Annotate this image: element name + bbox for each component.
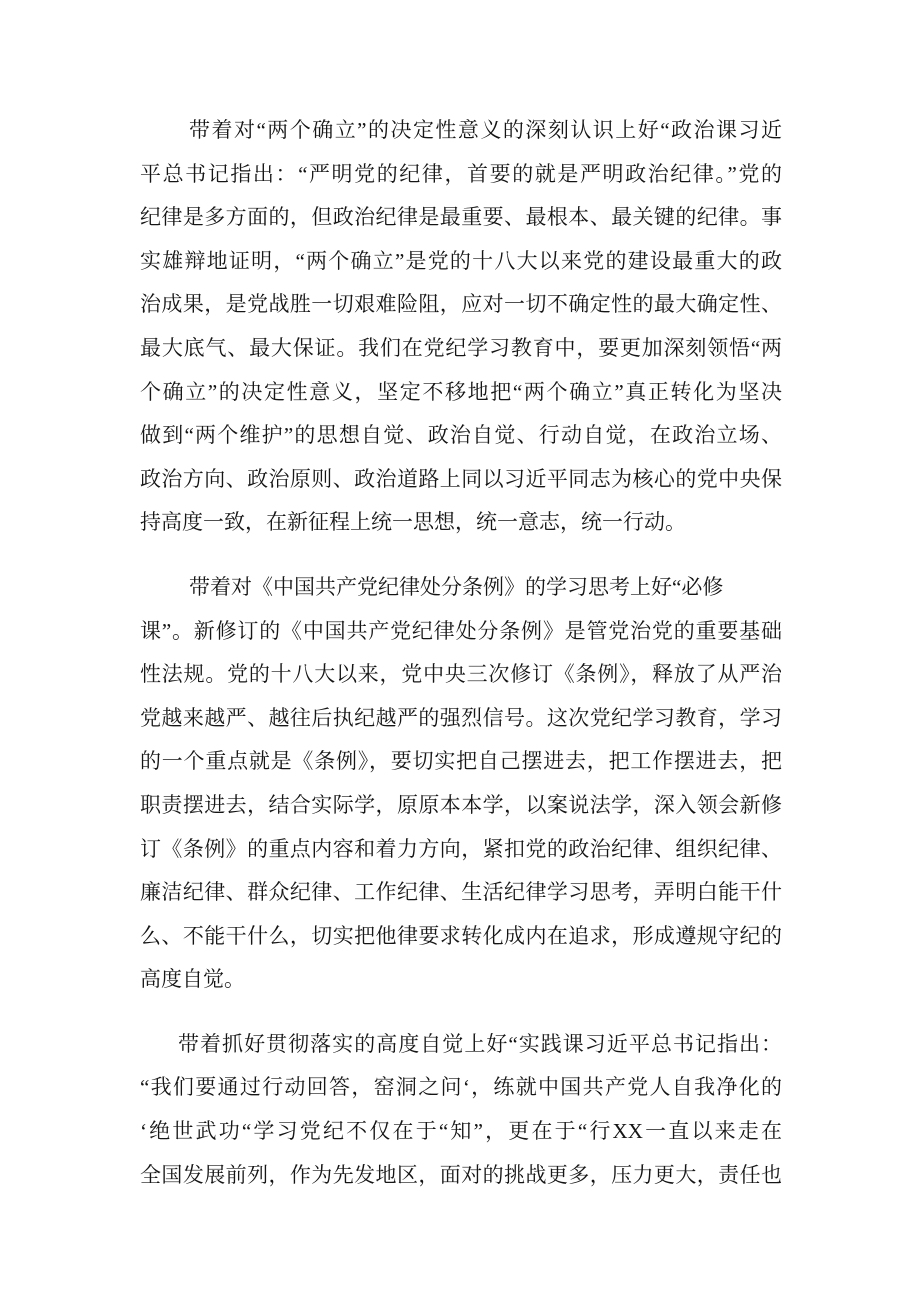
paragraph-line: 带着抓好贯彻落实的高度自觉上好“实践课习近平总书记指出： [178,1031,782,1056]
paragraph-line: 订《条例》的重点内容和着力方向，紧扣党的政治纪律、组织纪律、 [140,836,782,861]
paragraph-line: 实雄辩地证明，“两个确立”是党的十八大以来党的建设最重大的政 [140,248,782,273]
paragraph-line: 政治方向、政治原则、政治道路上同以习近平同志为核心的党中央保 [140,466,782,491]
paragraph-line: 做到“两个维护”的思想自觉、政治自觉、行动自觉，在政治立场、 [140,423,782,448]
paragraph-line: ‘绝世武功“学习党纪不仅在于“知”，更在于“行XX一直以来走在 [140,1119,782,1144]
paragraph-1 [140,109,782,545]
paragraph-line: “我们要通过行动回答，窑洞之问‘，练就中国共产党人自我净化的 [140,1075,782,1100]
paragraph-line: 个确立”的决定性意义，坚定不移地把“两个确立”真正转化为坚决 [140,379,782,404]
paragraph-line: 带着对《中国共产党纪律处分条例》的学习思考上好“必修 [189,574,724,599]
paragraph-2 [140,566,782,1002]
paragraph-line: 高度自觉。 [140,967,245,992]
paragraph-line: 么、不能干什么，切实把他律要求转化成内在追求，形成遵规守纪的 [140,923,782,948]
paragraph-line: 课”。新修订的《中国共产党纪律处分条例》是管党治党的重要基础 [140,618,782,643]
paragraph-line: 治成果，是党战胜一切艰难险阻，应对一切不确定性的最大确定性、 [140,292,782,317]
paragraph-line: 最大底气、最大保证。我们在党纪学习教育中，要更加深刻领悟“两 [140,335,782,360]
paragraph-line: 平总书记指出：“严明党的纪律，首要的就是严明政治纪律。”党的 [140,161,782,186]
paragraph-line: 的一个重点就是《条例》，要切实把自己摆进去，把工作摆进去，把 [140,749,782,774]
document-page [140,109,782,1218]
paragraph-line: 持高度一致，在新征程上统一思想，统一意志，统一行动。 [140,510,686,535]
paragraph-line: 全国发展前列，作为先发地区，面对的挑战更多，压力更大，责任也 [140,1162,782,1187]
paragraph-line: 带着对“两个确立”的决定性意义的深刻认识上好“政治课习近 [189,118,782,142]
paragraph-line: 廉洁纪律、群众纪律、工作纪律、生活纪律学习思考，弄明白能干什 [140,880,782,905]
paragraph-3 [140,1023,782,1197]
paragraph-line: 纪律是多方面的，但政治纪律是最重要、最根本、最关键的纪律。事 [140,205,782,230]
paragraph-line: 职责摆进去，结合实际学，原原本本学，以案说法学，深入领会新修 [140,792,782,817]
paragraph-line: 党越来越严、越往后执纪越严的强烈信号。这次党纪学习教育，学习 [140,705,782,730]
paragraph-line: 性法规。党的十八大以来，党中央三次修订《条例》，释放了从严治 [140,662,782,687]
